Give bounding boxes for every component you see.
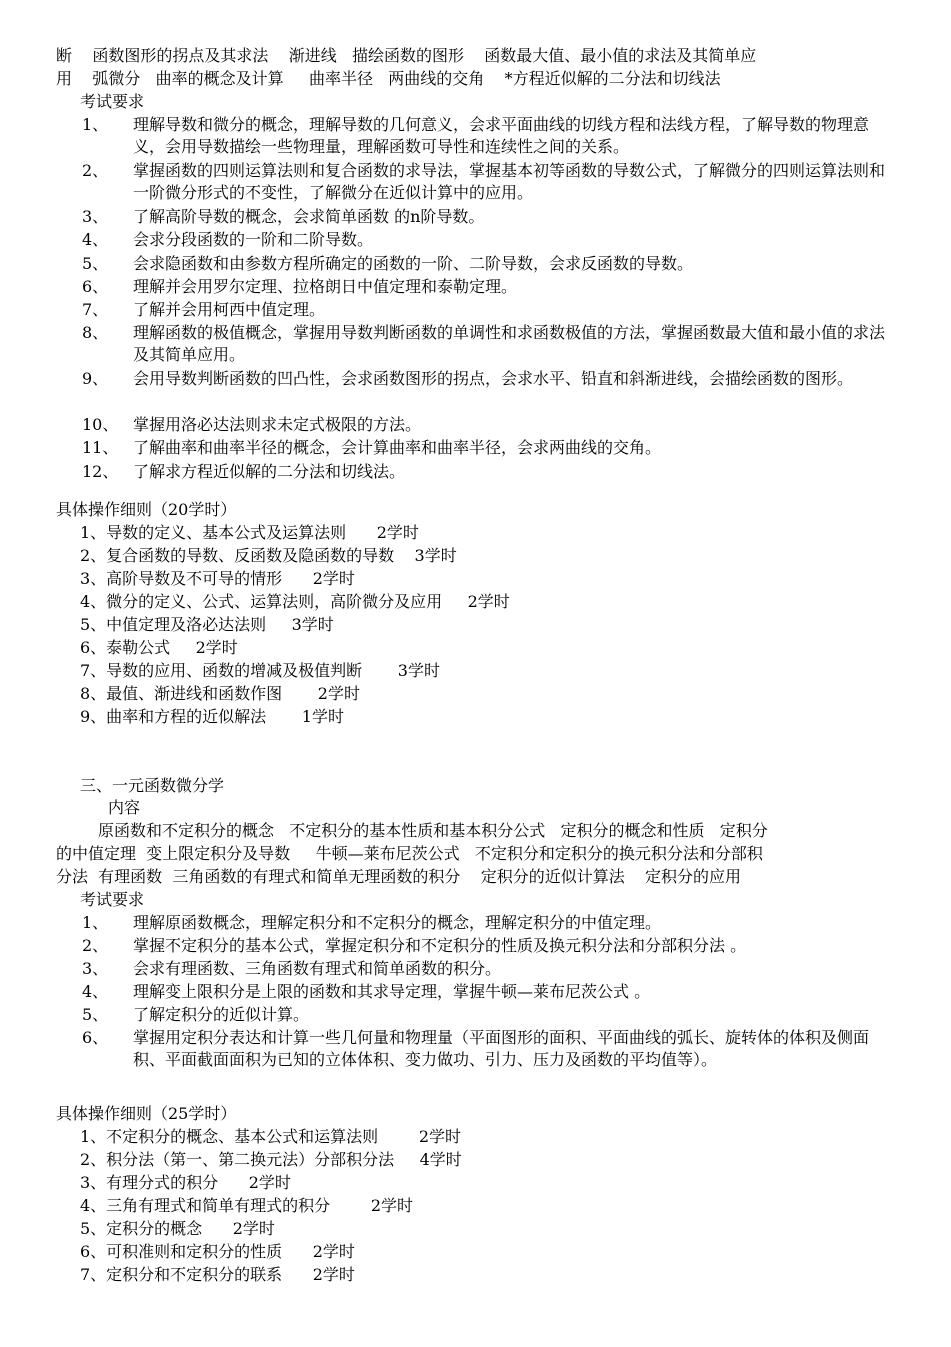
ops-item: 7、导数的应用、函数的增减及极值判断 3学时 (80, 661, 440, 680)
ops-item: 5、定积分的概念 2学时 (80, 1219, 275, 1238)
requirement-number: 10、 (82, 415, 119, 434)
ops-item: 4、微分的定义、公式、运算法则，高阶微分及应用 2学时 (80, 592, 510, 611)
sec3-title: 三、一元函数微分学 (80, 776, 225, 795)
sec2-requirements-heading: 考试要求 (80, 92, 145, 111)
requirement-number: 4、 (82, 982, 109, 1001)
requirement-text: 会求有理函数、三角函数有理式和简单函数的积分。 (133, 959, 502, 978)
ops-item: 6、可积准则和定积分的性质 2学时 (80, 1242, 355, 1261)
sec3-content-line-3: 分法 有理函数 三角函数的有理式和简单无理函数的积分 定积分的近似计算法 定积分的应用 (56, 867, 742, 886)
requirement-text: 掌握不定积分的基本公式，掌握定积分和不定积分的性质及换元积分法和分部积分法 。 (133, 936, 747, 955)
requirement-text: 理解并会用罗尔定理、拉格朗日中值定理和泰勒定理。 (133, 277, 518, 296)
requirement-text: 理解原函数概念，理解定积分和不定积分的概念，理解定积分的中值定理。 (133, 913, 662, 932)
ops-item: 1、不定积分的概念、基本公式和运算法则 2学时 (80, 1127, 462, 1146)
requirement-text: 理解导数和微分的概念，理解导数的几何意义，会求平面曲线的切线方程和法线方程，了解导数的物理意义，会用导数描绘一些物理量，理解函数可导性和连续性之间的关系。 (133, 115, 870, 156)
requirement-number: 7、 (82, 300, 109, 319)
requirement-text: 了解定积分的近似计算。 (133, 1005, 310, 1024)
requirement-number: 2、 (82, 161, 109, 180)
requirement-number: 3、 (82, 207, 109, 226)
requirement-number: 5、 (82, 1005, 109, 1024)
requirement-number: 2、 (82, 936, 109, 955)
ops-item: 1、导数的定义、基本公式及运算法则 2学时 (80, 523, 419, 542)
sec3-content-heading: 内容 (108, 798, 141, 817)
ops-item: 2、积分法（第一、第二换元法）分部积分法 4学时 (80, 1150, 462, 1169)
requirement-text: 理解变上限积分是上限的函数和其求导定理，掌握牛顿—莱布尼茨公式 。 (133, 982, 651, 1001)
ops-item: 2、复合函数的导数、反函数及隐函数的导数 3学时 (80, 546, 457, 565)
requirement-number: 8、 (82, 323, 109, 342)
requirement-text: 了解并会用柯西中值定理。 (133, 300, 326, 319)
requirement-number: 12、 (82, 462, 119, 481)
ops-item: 3、有理分式的积分 2学时 (80, 1173, 291, 1192)
sec3-requirements-heading: 考试要求 (80, 890, 145, 909)
ops-item: 3、高阶导数及不可导的情形 2学时 (80, 569, 355, 588)
sec3-content-line-2: 的中值定理 变上限定积分及导数 牛顿—莱布尼茨公式 不定积分和定积分的换元积分法和分部积 (56, 844, 763, 863)
intro-line-2: 用 弧微分 曲率的概念及计算 曲率半径 两曲线的交角 *方程近似解的二分法和切线法 (56, 69, 721, 88)
requirement-text: 掌握用洛必达法则求未定式极限的方法。 (133, 415, 422, 434)
requirement-text: 掌握函数的四则运算法则和复合函数的求导法，掌握基本初等函数的导数公式，了解微分的四则运算法则和一阶微分形式的不变性，了解微分在近似计算中的应用。 (133, 161, 886, 202)
requirement-number: 6、 (82, 1028, 109, 1047)
requirement-text: 了解高阶导数的概念，会求简单函数 的n阶导数。 (133, 207, 485, 226)
requirement-text: 了解求方程近似解的二分法和切线法。 (133, 462, 406, 481)
requirement-number: 6、 (82, 277, 109, 296)
requirement-number: 9、 (82, 369, 109, 388)
requirement-text: 了解曲率和曲率半径的概念，会计算曲率和曲率半径，会求两曲线的交角。 (133, 438, 662, 457)
requirement-number: 11、 (82, 438, 119, 457)
ops-item: 5、中值定理及洛必达法则 3学时 (80, 615, 334, 634)
ops-item: 7、定积分和不定积分的联系 2学时 (80, 1265, 355, 1284)
intro-line-1: 断 函数图形的拐点及其求法 渐进线 描绘函数的图形 函数最大值、最小值的求法及其简单应 (56, 46, 757, 65)
sec3-ops-heading: 具体操作细则（25学时） (56, 1104, 237, 1123)
ops-item: 8、最值、渐进线和函数作图 2学时 (80, 684, 360, 703)
requirement-text: 掌握用定积分表达和计算一些几何量和物理量（平面图形的面积、平面曲线的弧长、旋转体的体积及侧面积、平面截面面积为已知的立体体积、变力做功、引力、压力及函数的平均值等）。 (133, 1028, 870, 1069)
requirement-text: 会求分段函数的一阶和二阶导数。 (133, 230, 374, 249)
requirement-text: 会求隐函数和由参数方程所确定的函数的一阶、二阶导数，会求反函数的导数。 (133, 254, 694, 273)
ops-item: 4、三角有理式和简单有理式的积分 2学时 (80, 1196, 414, 1215)
sec2-ops-heading: 具体操作细则（20学时） (56, 500, 237, 519)
requirement-number: 4、 (82, 230, 109, 249)
requirement-number: 1、 (82, 115, 109, 134)
ops-item: 9、曲率和方程的近似解法 1学时 (80, 707, 344, 726)
requirement-number: 3、 (82, 959, 109, 978)
requirement-number: 1、 (82, 913, 109, 932)
requirement-text: 会用导数判断函数的凹凸性，会求函数图形的拐点，会求水平、铅直和斜渐进线，会描绘函数的图形。 (133, 369, 854, 388)
sec3-content-line-1: 原函数和不定积分的概念 不定积分的基本性质和基本积分公式 定积分的概念和性质 定积分 (98, 821, 768, 840)
requirement-number: 5、 (82, 254, 109, 273)
ops-item: 6、泰勒公式 2学时 (80, 638, 238, 657)
requirement-text: 理解函数的极值概念，掌握用导数判断函数的单调性和求函数极值的方法，掌握函数最大值和最小值的求法及其简单应用。 (133, 323, 886, 364)
